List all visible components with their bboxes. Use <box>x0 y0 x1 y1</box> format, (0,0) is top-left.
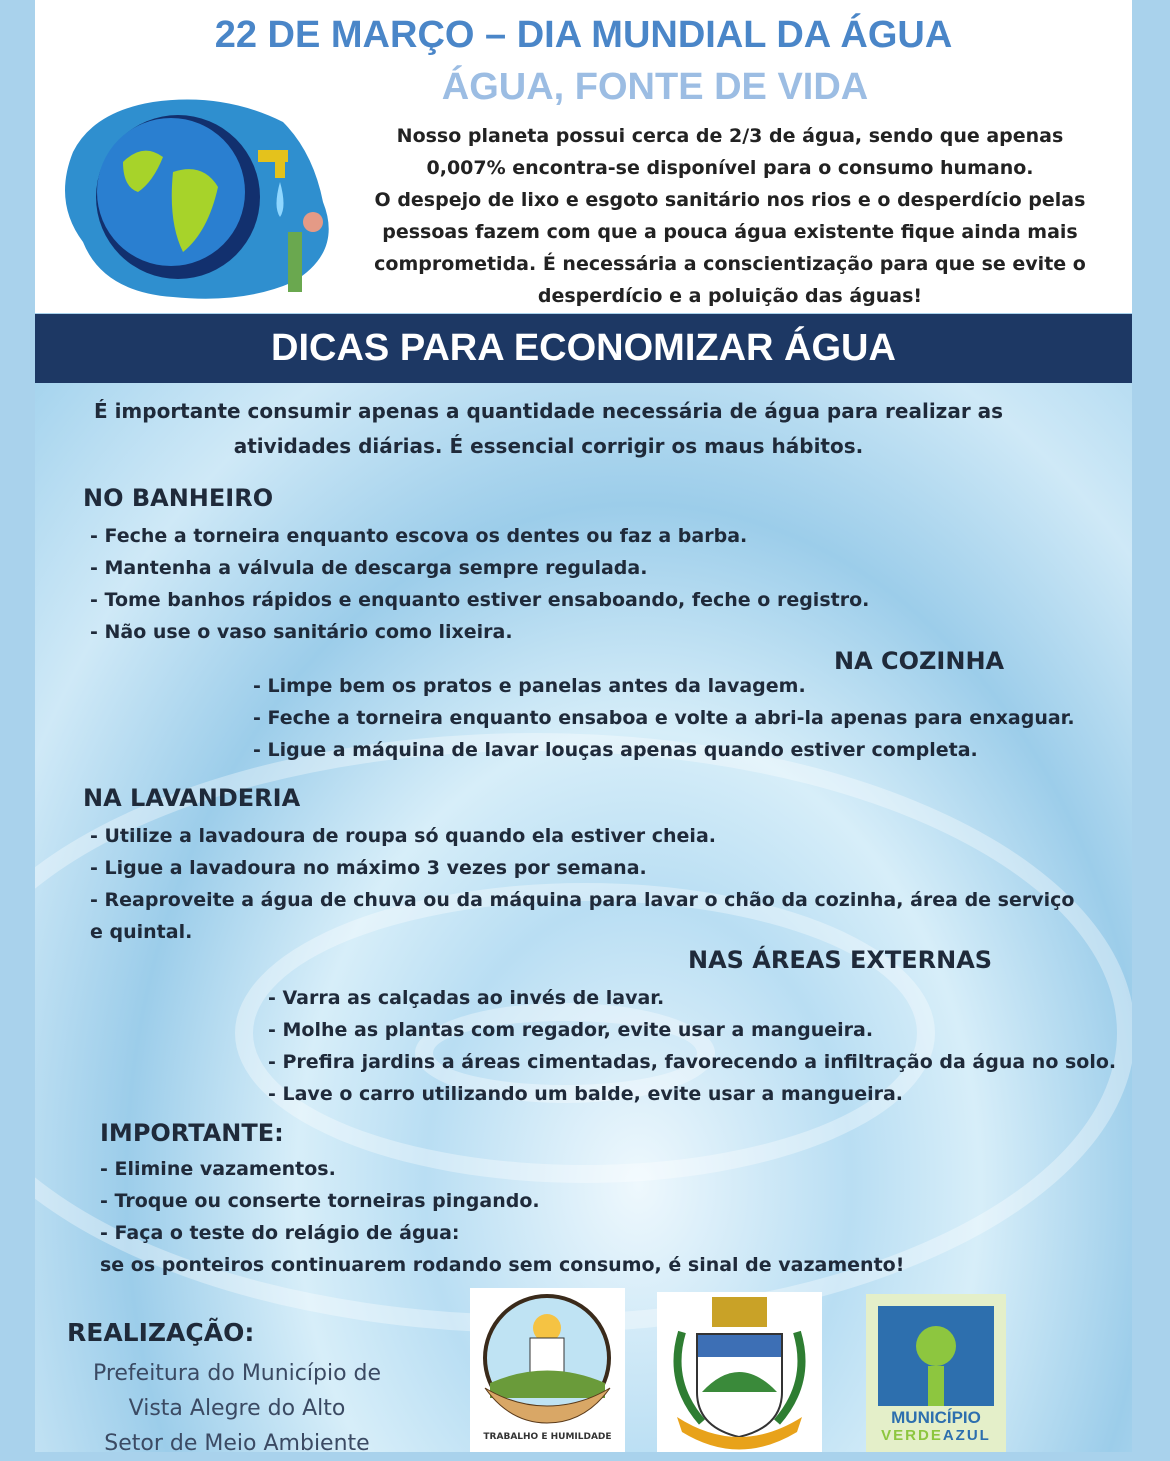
list-item: - Elimine vazamentos. <box>100 1158 336 1180</box>
intro-line: Nosso planeta possui cerca de 2/3 de água, sendo que apenas <box>396 125 1064 147</box>
list-item: - Ligue a máquina de lavar louças apenas quando estiver completa. <box>253 739 978 761</box>
realizacao-text <box>67 1356 407 1461</box>
list-item: - Utilize a lavadoura de roupa só quando ela estiver cheia. <box>90 825 716 847</box>
section-heading-banheiro: NO BANHEIRO <box>83 484 274 512</box>
importante-list <box>100 1153 904 1281</box>
globe-faucet-illustration <box>43 92 343 307</box>
list-item: e quintal. <box>90 921 193 943</box>
poster-subtitle: ÁGUA, FONTE DE VIDA <box>441 66 869 108</box>
cozinha-list <box>253 670 1075 766</box>
intro-line: pessoas fazem com que a pouca água existente fique ainda mais <box>382 221 1078 243</box>
list-item: - Prefira jardins a áreas cimentadas, favorecendo a infiltração da água no solo. <box>268 1051 1117 1073</box>
lead-text <box>0 394 1097 464</box>
intro-text <box>365 120 1095 312</box>
coat-of-arms-icon <box>657 1292 822 1452</box>
coat-of-arms <box>657 1292 822 1452</box>
logo-text-verde: VERDE <box>881 1427 943 1444</box>
banheiro-list <box>90 520 869 648</box>
header <box>35 0 1132 313</box>
list-item: - Molhe as plantas com regador, evite usar a mangueira. <box>268 1019 874 1041</box>
list-item: - Mantenha a válvula de descarga sempre regulada. <box>90 557 648 579</box>
realizacao-line: Vista Alegre do Alto <box>128 1396 346 1421</box>
lead-line: É importante consumir apenas a quantidade necessária de água para realizar as <box>93 399 1004 423</box>
list-item: se os ponteiros continuarem rodando sem consumo, é sinal de vazamento! <box>100 1254 905 1276</box>
poster-title: 22 DE MARÇO – DIA MUNDIAL DA ÁGUA <box>214 14 953 56</box>
tips-banner: DICAS PARA ECONOMIZAR ÁGUA <box>35 314 1132 383</box>
intro-line: desperdício e a poluição das águas! <box>537 285 923 307</box>
list-item: - Troque ou conserte torneiras pingando. <box>100 1190 540 1212</box>
realizacao-heading: REALIZAÇÃO: <box>67 1318 255 1347</box>
prefeitura-motto: TRABALHO E HUMILDADE <box>483 1432 612 1442</box>
externas-list <box>268 982 1116 1110</box>
intro-line: O despejo de lixo e esgoto sanitário nos rios e o desperdício pelas <box>374 189 1086 211</box>
list-item: - Ligue a lavadoura no máximo 3 vezes por semana. <box>90 857 647 879</box>
list-item: - Limpe bem os pratos e panelas antes da lavagem. <box>253 675 806 697</box>
realizacao-line: Setor de Meio Ambiente <box>104 1431 370 1456</box>
list-item: - Feche a torneira enquanto ensaboa e volte a abri-la apenas para enxaguar. <box>253 707 1075 729</box>
section-heading-importante: IMPORTANTE: <box>100 1119 284 1147</box>
lead-line: atividades diárias. É essencial corrigir os maus hábitos. <box>233 434 864 458</box>
section-heading-lavanderia: NA LAVANDERIA <box>83 784 301 812</box>
list-item: - Lave o carro utilizando um balde, evite usar a mangueira. <box>268 1083 904 1105</box>
list-item: - Reaproveite a água de chuva ou da máquina para lavar o chão da cozinha, área de serviço <box>90 889 1075 911</box>
prefeitura-logo <box>470 1288 625 1452</box>
list-item: - Varra as calçadas ao invés de lavar. <box>268 987 665 1009</box>
logo-text-municipio: MUNICÍPIO <box>891 1408 981 1427</box>
municipio-verdeazul-logo <box>866 1294 1006 1452</box>
intro-line: comprometida. É necessária a conscientização para que se evite o <box>374 253 1086 275</box>
list-item: - Tome banhos rápidos e enquanto estiver ensaboando, feche o registro. <box>90 589 870 611</box>
intro-line: 0,007% encontra-se disponível para o consumo humano. <box>426 157 1034 179</box>
section-heading-cozinha: NA COZINHA <box>834 647 1005 675</box>
realizacao-line: Prefeitura do Município de <box>92 1361 382 1386</box>
logo-text-azul: AZUL <box>942 1427 991 1444</box>
lavanderia-list <box>90 820 1074 948</box>
section-heading-externas: NAS ÁREAS EXTERNAS <box>688 946 993 974</box>
list-item: - Feche a torneira enquanto escova os dentes ou faz a barba. <box>90 525 748 547</box>
prefeitura-emblem-icon <box>470 1288 625 1428</box>
list-item: - Faça o teste do relágio de água: <box>100 1222 460 1244</box>
tree-icon <box>878 1306 994 1406</box>
list-item: - Não use o vaso sanitário como lixeira. <box>90 621 513 643</box>
